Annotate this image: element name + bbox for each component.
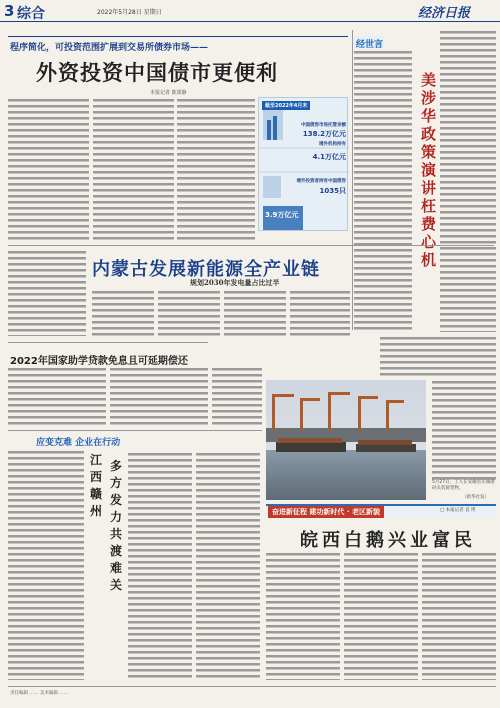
divider [8, 36, 348, 37]
story5-column-3 [422, 552, 496, 680]
page-number: 3 [4, 2, 15, 20]
photo-port [266, 380, 426, 500]
story5-column-1 [266, 552, 340, 680]
page-footer: 责任编辑 …… 美术编辑 …… [10, 691, 69, 696]
story5-headline: 皖西白鹅兴业富民 [300, 530, 476, 551]
story4-column-2 [128, 452, 192, 680]
story2-subhead: 规划2030年发电量占比过半 [190, 278, 280, 287]
sidebar-label: 经世言 [356, 40, 384, 50]
photo-caption: 5月27日，工人在安徽省芜湖港码头装卸货物。 [432, 480, 495, 491]
info-value-2: 4.1万亿元 [312, 153, 346, 161]
divider [8, 686, 496, 687]
divider [8, 430, 262, 431]
story3-column-2 [110, 367, 208, 425]
story4-headline-a: 江西赣州 [90, 453, 103, 518]
issue-date: 2022年5月28日 星期日 [97, 9, 162, 16]
photo-credit: （新华社发） [462, 495, 489, 500]
section-title: 综合 [17, 6, 45, 22]
story3-column-3 [212, 367, 262, 425]
story4-column-3 [196, 452, 260, 680]
story5-column-2 [344, 552, 418, 680]
masthead-logo: 经济日报 [418, 6, 471, 21]
story2-headline: 内蒙古发展新能源全产业链 [92, 259, 320, 280]
story3-column-1 [8, 367, 106, 425]
story1-column-3 [177, 98, 255, 240]
photo-port-image [266, 380, 426, 500]
story2-column-2 [158, 290, 220, 336]
infographic-box [258, 97, 348, 231]
story3-headline: 2022年国家助学贷款免息且可延期偿还 [10, 356, 188, 367]
infographic-badge: 截至2022年4月末 [262, 101, 310, 110]
story1-headline: 外资投资中国债市更便利 [36, 61, 278, 85]
story1-column-1 [8, 98, 89, 240]
story5-band-title: 奋进新征程 建功新时代 · 老区新貌 [268, 506, 384, 518]
story1-byline: 本报记者 陈果静 [150, 90, 187, 96]
info-label-2: 境外机构持有 [319, 142, 346, 147]
story4-headline-b: 多方发力共渡难关 [110, 459, 123, 592]
info-value-3: 1035只 [319, 187, 346, 195]
info-label-3: 境外投资者持有中国债券 [296, 179, 346, 184]
photo-caption-text [432, 380, 496, 480]
divider [352, 30, 353, 330]
sidebar-column-2 [440, 30, 496, 332]
story2-column-3 [224, 290, 286, 336]
sidebar-column-1 [354, 50, 412, 332]
sidebar-tail [380, 336, 496, 376]
info-value-1: 138.2万亿元 [302, 130, 346, 138]
story2-column-1 [92, 290, 154, 336]
story2-column-4 [290, 290, 350, 336]
info-label-1: 中国债券市场托管余额 [301, 123, 346, 128]
sidebar-headline: 美涉华政策演讲枉费心机 [419, 72, 437, 270]
story2-lead-column [8, 250, 86, 336]
story4-label: 应变克难 企业在行动 [36, 438, 121, 448]
info-value-4: 3.9万亿元 [265, 211, 299, 219]
story4-column-1 [8, 450, 84, 680]
story1-column-2 [93, 98, 174, 240]
divider [8, 342, 208, 343]
story5-byline: □ 本报记者 袁 瑛 [440, 508, 476, 513]
divider [8, 245, 494, 246]
story1-kicker: 程序简化，可投资范围扩展到交易所债券市场—— [10, 43, 209, 53]
